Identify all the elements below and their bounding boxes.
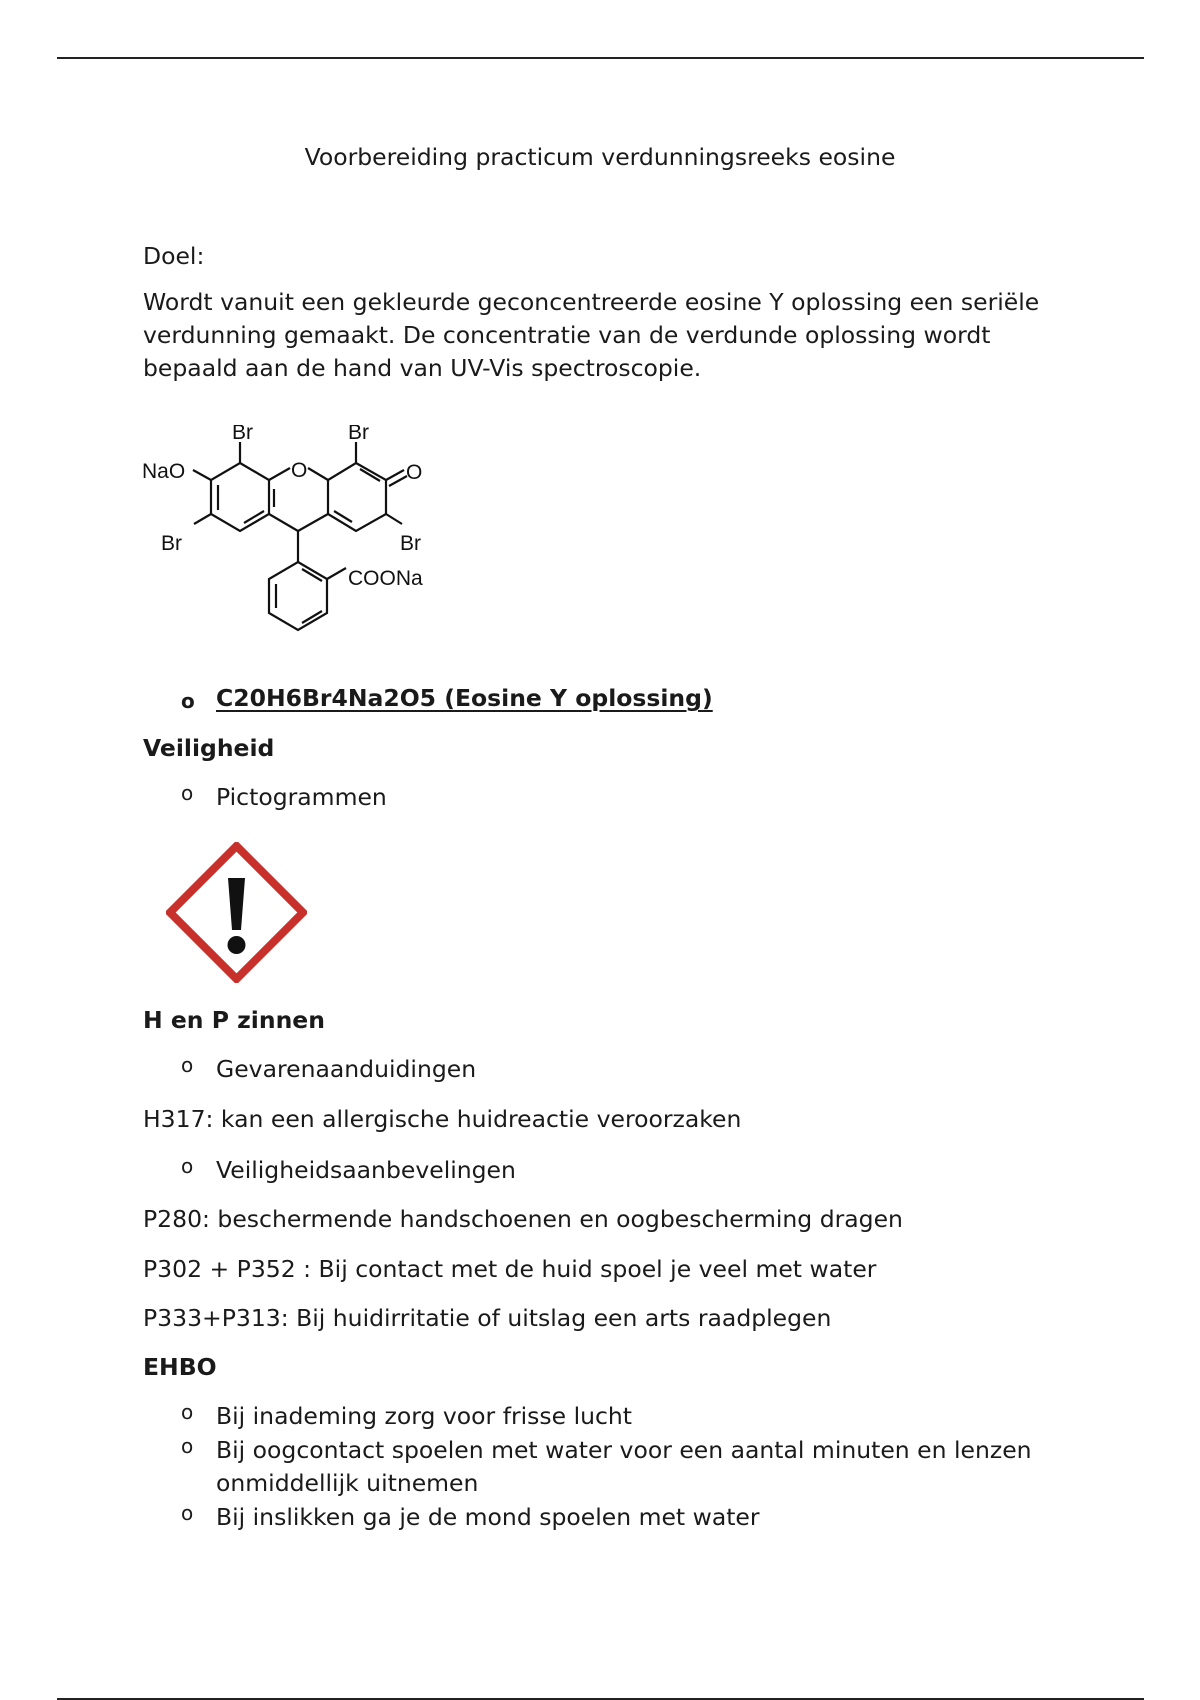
document-title: Voorbereiding practicum verdunningsreeks eosine [304, 143, 896, 171]
bond-c9 [298, 514, 328, 531]
h-statement: H317: kan een allergische huidreactie veroorzaken [143, 1105, 742, 1133]
p-statement: P302 + P352 : Bij contact met de huid spoel je veel met water [143, 1255, 877, 1283]
bullet-symbol: o [181, 1400, 194, 1424]
page-top-rule [57, 57, 1144, 59]
bullet-symbol: o [181, 1434, 194, 1458]
first-aid-item: Bij inademing zorg voor frisse lucht [216, 1402, 633, 1430]
chemical-formula-item [216, 682, 713, 715]
label-br-top-right: Br [348, 425, 369, 444]
label-ring-oxygen: O [291, 459, 308, 482]
bond-nao [193, 470, 211, 480]
bullet-symbol: o [181, 1053, 194, 1077]
p-statement: P333+P313: Bij huidirritatie of uitslag een arts raadplegen [143, 1304, 832, 1332]
hp-heading: H en P zinnen [143, 1006, 325, 1034]
first-aid-item: Bij inslikken ga je de mond spoelen met water [216, 1503, 760, 1531]
bond-c-o [269, 468, 290, 480]
pictograms-label: Pictogrammen [216, 783, 387, 811]
chemical-formula: C20H6Br4Na2O5 (Eosine Y oplossing) [216, 684, 713, 712]
first-aid-heading: EHBO [143, 1353, 217, 1381]
label-ketone-oxygen: O [406, 461, 423, 484]
bond-c9 [269, 514, 298, 531]
bond-o-c [308, 468, 328, 480]
label-nao: NaO [142, 460, 186, 483]
bullet-symbol: o [181, 781, 194, 805]
goal-heading: Doel: [143, 242, 205, 270]
hazard-label: Gevarenaanduidingen [216, 1055, 477, 1083]
goal-text: Wordt vanuit een gekleurde geconcentreerde eosine Y oplossing een seriële verdunning gemaakt. De concentratie van de verdunde oplossing wordt bepaald aan de hand van UV-Vis spectroscopie. [143, 288, 1040, 382]
phenyl-ring [269, 562, 327, 630]
left-ring-double-bond [244, 511, 264, 523]
left-ring [211, 463, 269, 531]
label-coona: COONa [348, 567, 423, 590]
bullet-symbol: o [181, 1154, 194, 1178]
eosin-structure-diagram [138, 425, 448, 660]
label-br-top-left: Br [232, 425, 253, 444]
right-ring [328, 463, 386, 531]
precaution-label: Veiligheidsaanbevelingen [216, 1156, 516, 1184]
safety-heading: Veiligheid [143, 734, 275, 762]
bullet-symbol: o [181, 1501, 194, 1525]
label-br-right: Br [400, 532, 421, 555]
ghs-exclamation-icon [166, 842, 307, 983]
p-statement: P280: beschermende handschoenen en oogbescherming dragen [143, 1205, 903, 1233]
first-aid-item: Bij oogcontact spoelen met water voor een aantal minuten en lenzen onmiddellijk uitnemen [216, 1436, 1032, 1497]
label-br-left: Br [161, 532, 182, 555]
bullet-symbol: o [181, 689, 195, 713]
bond-br-left [194, 514, 211, 524]
bond-br-right [386, 514, 402, 524]
bond-coona [327, 568, 346, 579]
